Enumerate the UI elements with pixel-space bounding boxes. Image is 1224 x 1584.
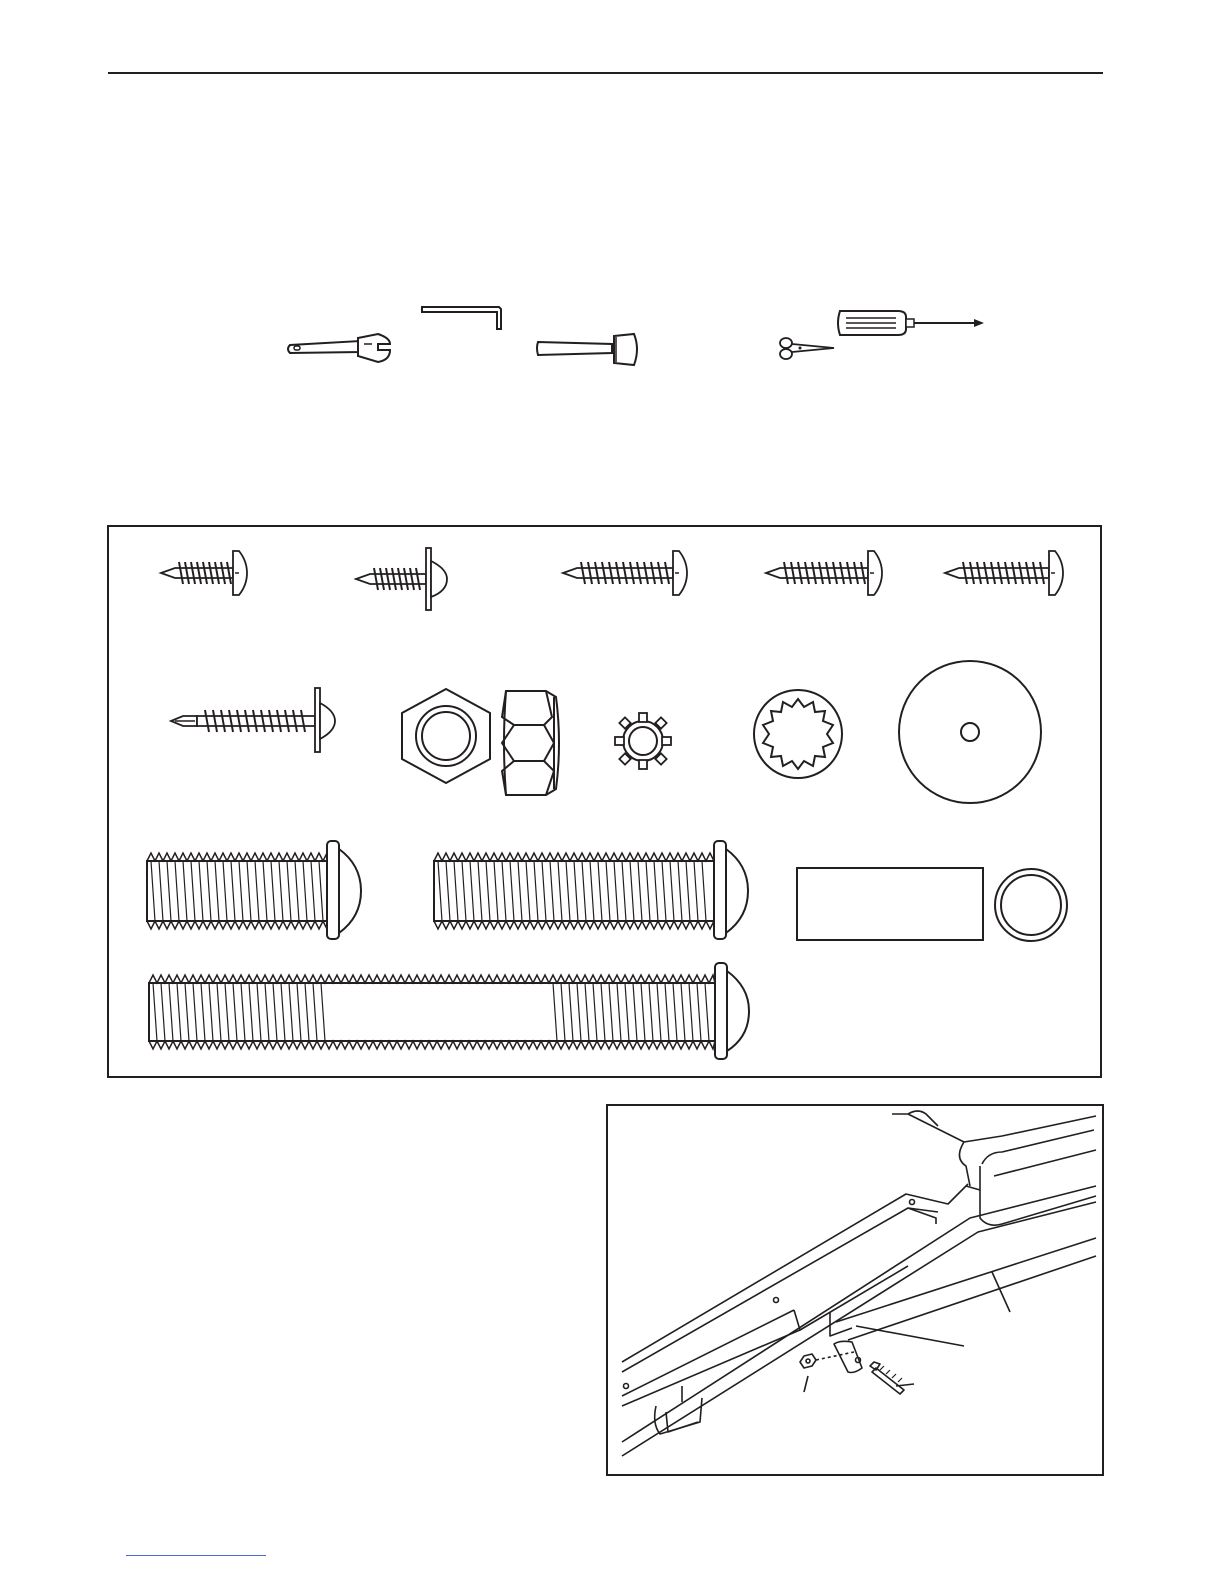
pan-head-screw-icon — [943, 547, 1067, 599]
parts-identification-chart — [107, 525, 1102, 1078]
spacer-tube-icon — [796, 867, 986, 943]
rubber-mallet-icon — [536, 333, 642, 367]
long-button-head-bolt-icon — [145, 961, 751, 1061]
star-washer-icon — [611, 709, 675, 773]
pan-head-screw-icon — [561, 547, 691, 599]
pan-head-screw-icon — [159, 547, 249, 599]
scissors-icon — [778, 335, 836, 361]
adjustable-wrench-icon — [286, 330, 396, 366]
treadmill-frame-drawing — [608, 1106, 1102, 1474]
internal-star-washer-icon — [751, 687, 845, 781]
top-rule — [108, 72, 1103, 74]
flange-screw-icon — [354, 547, 449, 613]
footer-link-underline[interactable] — [126, 1555, 266, 1556]
phillips-screwdriver-icon — [836, 309, 986, 337]
assembly-figure — [606, 1104, 1104, 1476]
pan-head-screw-icon — [764, 547, 884, 599]
hex-nut-icon — [398, 687, 494, 785]
hex-key-icon — [421, 305, 505, 333]
button-head-bolt-icon — [430, 839, 748, 941]
spacer-ring-icon — [993, 867, 1069, 943]
button-head-bolt-icon — [143, 839, 365, 941]
self-drilling-screw-icon — [169, 687, 339, 753]
nylon-locknut-icon — [500, 687, 566, 799]
flat-washer-icon — [897, 659, 1043, 805]
